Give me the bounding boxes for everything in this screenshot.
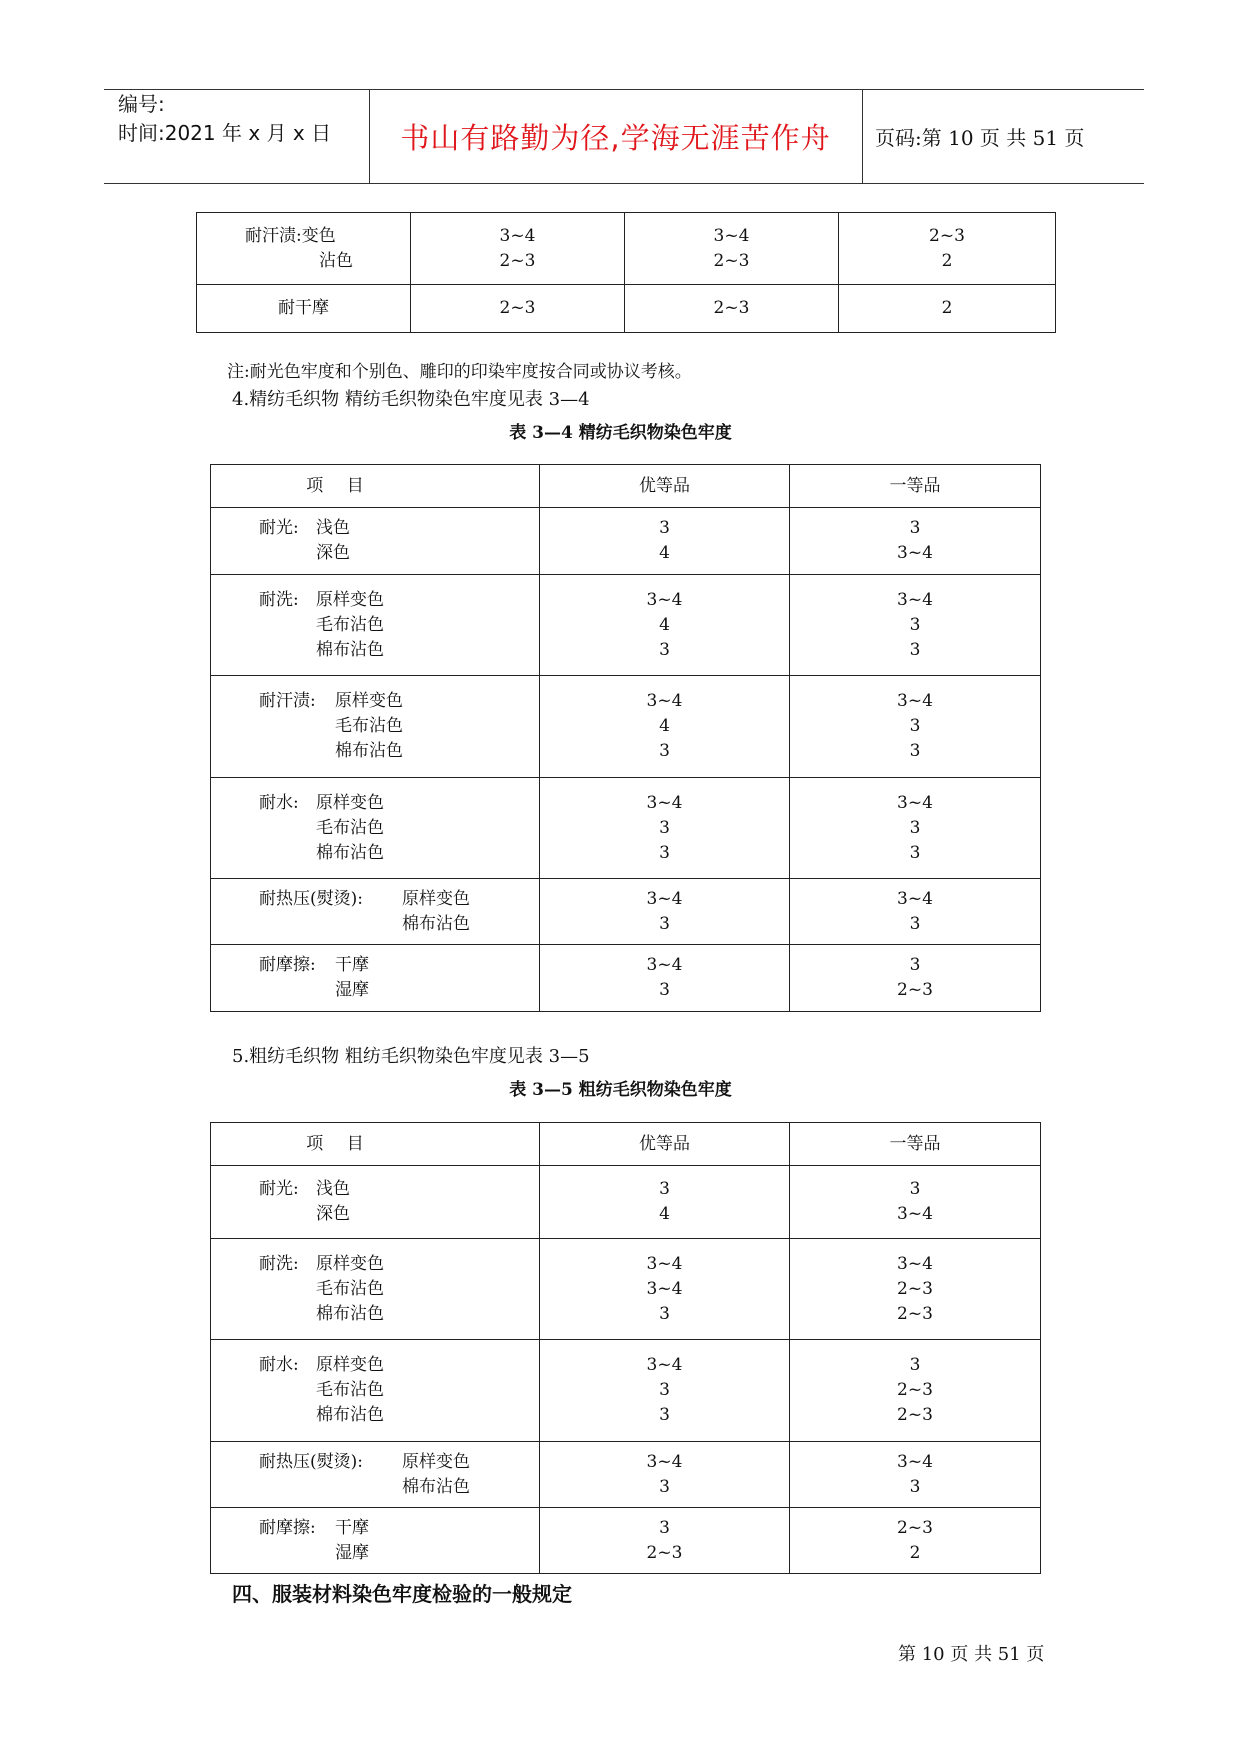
value: 2 — [941, 298, 953, 318]
header-number-label: 编号: — [118, 92, 165, 116]
item-line: 耐干摩 — [278, 298, 329, 318]
table-row — [211, 1239, 1041, 1340]
table-cell: 耐光: 浅色 深色 — [211, 508, 540, 575]
table-row — [211, 778, 1041, 879]
table-cell: 3~4 3 — [540, 879, 790, 945]
table-cell: 3~4 3 3 — [540, 778, 790, 879]
table-cell: 3~4 3 3 — [790, 676, 1041, 778]
table-cell: 耐水: 原样变色 毛布沾色 棉布沾色 — [211, 1340, 540, 1442]
table-cell: 2~3 2 — [790, 1508, 1041, 1574]
table-cell — [839, 213, 1056, 285]
header-cell: 优等品 — [540, 1123, 790, 1166]
table-cell: 耐摩擦: 干摩 湿摩 — [211, 1508, 540, 1574]
table-cell: 3~4 3 — [790, 879, 1041, 945]
table-cell: 3 2~3 — [790, 945, 1041, 1012]
table-row — [211, 1442, 1041, 1508]
header-cell: 项 目 — [211, 465, 540, 508]
table-cell: 3~4 4 3 — [540, 575, 790, 676]
page-footer: 第 10 页 共 51 页 — [898, 1644, 1045, 1665]
table-cell: 3 2~3 — [540, 1508, 790, 1574]
header-cell: 优等品 — [540, 465, 790, 508]
continued-fastness-table — [196, 212, 1056, 333]
table-cell: 3~4 4 3 — [540, 676, 790, 778]
header-divider-right — [862, 89, 863, 183]
table-row — [211, 1166, 1041, 1239]
table-cell: 3~4 3 3 — [540, 1340, 790, 1442]
section-5-heading: 5.粗纺毛织物 粗纺毛织物染色牢度见表 3—5 — [232, 1046, 590, 1067]
table-cell — [411, 285, 625, 333]
table-cell: 3 3~4 — [790, 508, 1041, 575]
table-cell: 3~4 3 3 — [790, 575, 1041, 676]
value: 3~4 — [713, 225, 750, 246]
table-row — [211, 945, 1041, 1012]
value: 2~3 — [929, 225, 965, 246]
section-4-heading: 4.精纺毛织物 精纺毛织物染色牢度见表 3—4 — [232, 389, 590, 410]
item-line: 沾色 — [319, 250, 353, 271]
table-row — [197, 213, 1056, 285]
value: 2~3 — [499, 250, 536, 271]
value: 2 — [941, 250, 953, 271]
table-cell — [625, 285, 839, 333]
table-header-row — [211, 1123, 1041, 1166]
table-cell: 耐洗: 原样变色 毛布沾色 棉布沾色 — [211, 575, 540, 676]
value: 2~3 — [499, 298, 536, 318]
table-cell: 3 4 — [540, 1166, 790, 1239]
table-cell — [197, 213, 411, 285]
table-row — [211, 575, 1041, 676]
header-time-label: 时间:2021 年 x 月 x 日 — [118, 121, 332, 145]
table-cell: 3~4 3 3 — [790, 778, 1041, 879]
value: 3~4 — [499, 225, 536, 246]
table-cell: 耐热压(熨烫): 原样变色 棉布沾色 — [211, 1442, 540, 1508]
table-row — [211, 676, 1041, 778]
table-cell: 3~4 3 — [540, 945, 790, 1012]
table-3-4 — [210, 464, 1041, 1012]
header-cell: 项 目 — [211, 1123, 540, 1166]
value: 2~3 — [713, 250, 750, 271]
header-motto: 书山有路勤为径,学海无涯苦作舟 — [400, 120, 831, 155]
table-cell: 3 2~3 2~3 — [790, 1340, 1041, 1442]
table-3-5-caption: 表 3—5 粗纺毛织物染色牢度 — [509, 1080, 732, 1100]
table-row — [211, 1340, 1041, 1442]
header-bottom-rule — [104, 183, 1144, 184]
table-cell: 耐光: 浅色 深色 — [211, 1166, 540, 1239]
table-cell: 3 4 — [540, 508, 790, 575]
table-3-4-caption: 表 3—4 精纺毛织物染色牢度 — [509, 423, 732, 443]
table-cell — [839, 285, 1056, 333]
table-cell: 3~4 2~3 2~3 — [790, 1239, 1041, 1340]
table-cell: 耐汗渍: 原样变色 毛布沾色 棉布沾色 — [211, 676, 540, 778]
header-page-label: 页码:第 10 页 共 51 页 — [875, 126, 1085, 150]
value: 2~3 — [713, 298, 750, 318]
table-row — [211, 508, 1041, 575]
table-row — [211, 879, 1041, 945]
table-cell — [197, 285, 411, 333]
table-3-5 — [210, 1122, 1041, 1574]
table-cell — [411, 213, 625, 285]
section-four-heading: 四、服装材料染色牢度检验的一般规定 — [232, 1582, 572, 1606]
table-cell — [625, 213, 839, 285]
table-cell: 3~4 3~4 3 — [540, 1239, 790, 1340]
table-cell: 耐洗: 原样变色 毛布沾色 棉布沾色 — [211, 1239, 540, 1340]
item-line: 耐汗渍:变色 — [245, 225, 336, 246]
table-row — [211, 1508, 1041, 1574]
header-cell: 一等品 — [790, 465, 1041, 508]
table-cell: 耐摩擦: 干摩 湿摩 — [211, 945, 540, 1012]
header-cell: 一等品 — [790, 1123, 1041, 1166]
table-cell: 3~4 3 — [790, 1442, 1041, 1508]
table-cell: 耐水: 原样变色 毛布沾色 棉布沾色 — [211, 778, 540, 879]
table-cell: 3 3~4 — [790, 1166, 1041, 1239]
table-row — [197, 285, 1056, 333]
table-cell: 耐热压(熨烫): 原样变色 棉布沾色 — [211, 879, 540, 945]
table-note: 注:耐光色牢度和个别色、雕印的印染牢度按合同或协议考核。 — [227, 362, 692, 382]
table-header-row — [211, 465, 1041, 508]
table-cell: 3~4 3 — [540, 1442, 790, 1508]
